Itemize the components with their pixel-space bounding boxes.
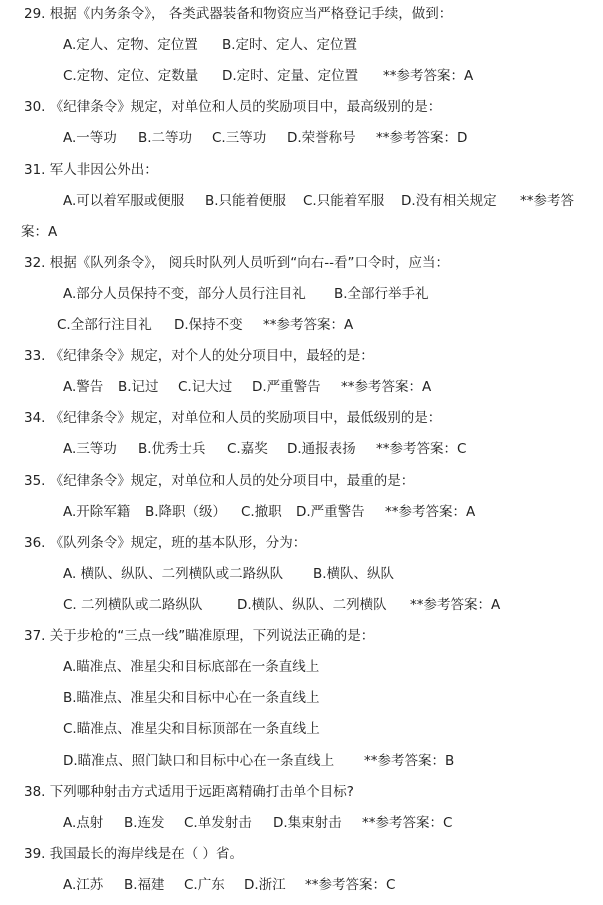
answer-key: **参考答案：D xyxy=(376,130,468,146)
option-c: C.记大过 xyxy=(178,379,233,395)
option-d: D.通报表扬 xyxy=(287,441,356,457)
question-33-options-row xyxy=(0,377,603,397)
question-31-stem: 31. 军人非因公外出： xyxy=(24,162,158,178)
option-c: C.只能着军服 xyxy=(303,193,385,209)
answer-key: **参考答案：A xyxy=(385,504,476,520)
option-b: B.降职（级） xyxy=(145,504,227,520)
option-a: A.部分人员保持不变，部分人员行注目礼 xyxy=(63,286,306,302)
answer-key: **参考答案：A xyxy=(341,379,432,395)
question-38-options-row xyxy=(0,813,603,833)
option-a: A.点射 xyxy=(63,815,104,831)
option-d: D.保持不变 xyxy=(174,317,243,333)
option-b: B.瞄准点、准星尖和目标中心在一条直线上 xyxy=(63,690,320,706)
question-39-stem: 39. 我国最长的海岸线是在（ ）省。 xyxy=(24,846,244,862)
option-b: B.优秀士兵 xyxy=(138,441,206,457)
option-b: B.福建 xyxy=(124,877,165,893)
question-35-stem: 35. 《纪律条令》规定，对单位和人员的处分项目中，最重的是： xyxy=(24,473,415,489)
answer-key: **参考答案：C xyxy=(376,441,467,457)
option-d: D.严重警告 xyxy=(252,379,321,395)
option-a: A.三等功 xyxy=(63,441,117,457)
option-c: C.定物、定位、定数量 xyxy=(63,68,199,84)
option-d: D.严重警告 xyxy=(296,504,365,520)
question-38-stem: 38. 下列哪种射击方式适用于远距离精确打击单个目标? xyxy=(24,784,354,800)
question-37-stem: 37. 关于步枪的“三点一线”瞄准原理，下列说法正确的是： xyxy=(24,628,375,644)
option-a: A.定人、定物、定位置 xyxy=(63,37,198,53)
option-b: B.定时、定人、定位置 xyxy=(222,37,358,53)
answer-key: **参考答案：A xyxy=(410,597,501,613)
question-33-stem: 33. 《纪律条令》规定，对个人的处分项目中，最轻的是： xyxy=(24,348,374,364)
option-b: B.记过 xyxy=(118,379,159,395)
option-b: B.只能着便服 xyxy=(205,193,287,209)
question-36-options-row-2 xyxy=(0,595,603,615)
option-b: B.二等功 xyxy=(138,130,193,146)
answer-key: **参考答案：A xyxy=(383,68,474,84)
question-30-options-row xyxy=(0,128,603,148)
option-a: A.江苏 xyxy=(63,877,104,893)
question-34-stem: 34. 《纪律条令》规定，对单位和人员的奖励项目中，最低级别的是： xyxy=(24,410,442,426)
option-b: B.连发 xyxy=(124,815,165,831)
question-32-options-row-2 xyxy=(0,315,603,335)
option-a: A.可以着军服或便服 xyxy=(63,193,185,209)
option-c: C.瞄准点、准星尖和目标顶部在一条直线上 xyxy=(63,721,320,737)
option-d: D.浙江 xyxy=(244,877,286,893)
option-d: D.定时、定量、定位置 xyxy=(222,68,359,84)
option-c: C.三等功 xyxy=(212,130,267,146)
question-31-options-row xyxy=(0,191,603,211)
option-c: C.全部行注目礼 xyxy=(57,317,152,333)
option-d: D.没有相关规定 xyxy=(401,193,497,209)
question-39-options-row xyxy=(0,875,603,895)
answer-key: **参考答 xyxy=(520,193,574,209)
question-29-stem: 29. 根据《内务条令》， 各类武器装备和物资应当严格登记手续，做到： xyxy=(24,6,453,22)
option-b: B.横队、纵队 xyxy=(313,566,395,582)
answer-key: **参考答案：C xyxy=(362,815,453,831)
option-a: A.一等功 xyxy=(63,130,117,146)
question-29-options-row-2 xyxy=(0,66,603,86)
question-36-options-row-1 xyxy=(0,564,603,584)
option-d: D.集束射击 xyxy=(273,815,342,831)
option-a: A.瞄准点、准星尖和目标底部在一条直线上 xyxy=(63,659,320,675)
question-37-option-d-row xyxy=(0,751,603,771)
option-a: A.警告 xyxy=(63,379,104,395)
question-35-options-row xyxy=(0,502,603,522)
option-d: D.荣誉称号 xyxy=(287,130,356,146)
option-a: A. 横队、纵队、二列横队或二路纵队 xyxy=(63,566,284,582)
option-c: C.撤职 xyxy=(241,504,282,520)
question-32-options-row-1 xyxy=(0,284,603,304)
option-d: D.瞄准点、照门缺口和目标中心在一条直线上 xyxy=(63,753,335,769)
question-29-options-row-1 xyxy=(0,35,603,55)
question-34-options-row xyxy=(0,439,603,459)
option-c: C.嘉奖 xyxy=(227,441,268,457)
option-d: D.横队、纵队、二列横队 xyxy=(237,597,387,613)
question-30-stem: 30. 《纪律条令》规定，对单位和人员的奖励项目中，最高级别的是： xyxy=(24,99,442,115)
option-c: C.单发射击 xyxy=(184,815,252,831)
option-c: C.广东 xyxy=(184,877,225,893)
option-b: B.全部行举手礼 xyxy=(334,286,429,302)
question-32-stem: 32. 根据《队列条令》， 阅兵时队列人员听到“向右--看”口令时，应当： xyxy=(24,255,450,271)
answer-key: **参考答案：A xyxy=(263,317,354,333)
answer-key: **参考答案：B xyxy=(364,753,455,769)
option-a: A.开除军籍 xyxy=(63,504,131,520)
option-c: C. 二列横队或二路纵队 xyxy=(63,597,203,613)
answer-key-continued: 案：A xyxy=(21,224,58,240)
question-36-stem: 36. 《队列条令》规定，班的基本队形，分为： xyxy=(24,535,307,551)
answer-key: **参考答案：C xyxy=(305,877,396,893)
